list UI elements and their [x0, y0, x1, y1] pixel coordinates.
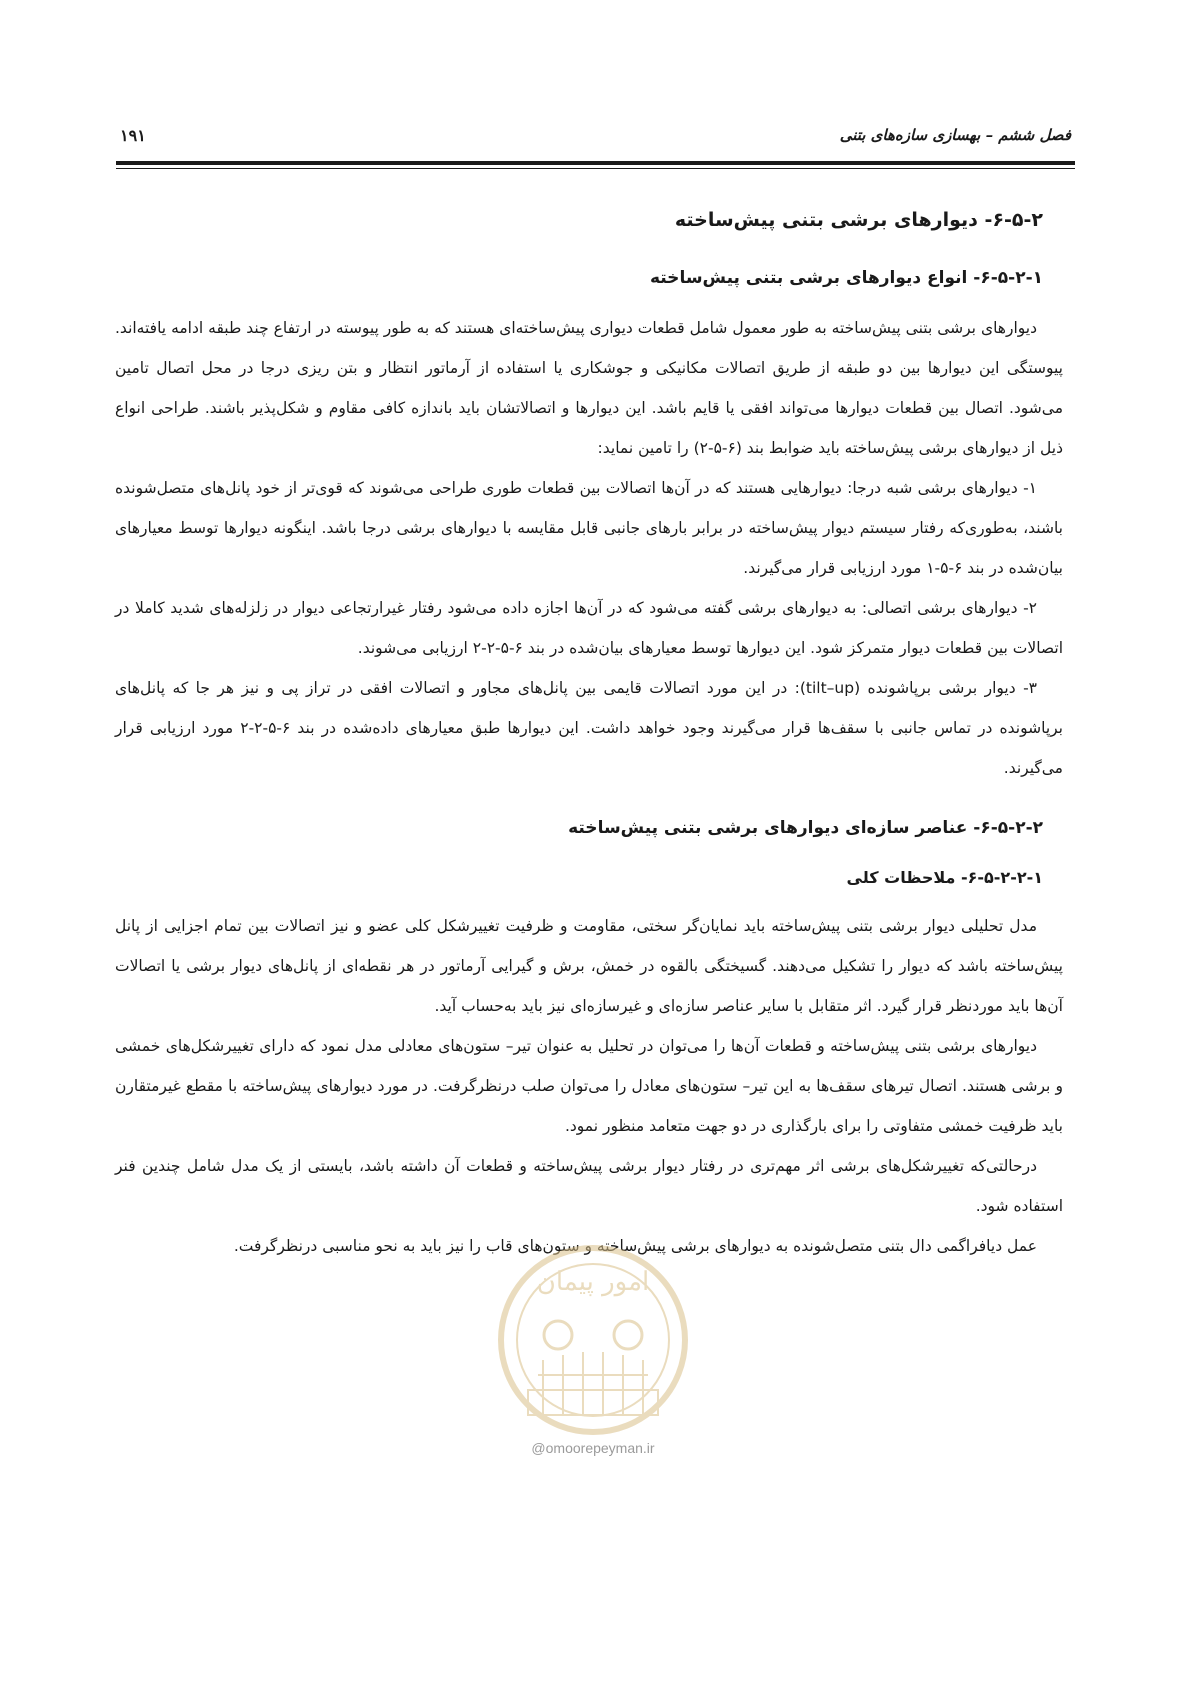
list-item-1: ۱- دیوارهای برشی شبه درجا: دیوارهایی هستند که در آن‌ها اتصالات بین قطعات طوری طراحی می‌شوند که قوی‌تر از خود پانل‌های متصل‌شونده باشند، به‌طوری‌که رفتار سیستم دیوار پیش‌ساخته در برابر بارهای جانبی قابل مقایسه با دیوارهای برشی درجا باشد. اینگونه دیوارها توسط معیارهای بیان‌شده در بند ۶-۵-۱ مورد ارزیابی قرار می‌گیرند. [115, 479, 1063, 577]
watermark-url: @omoorepeyman.ir [531, 1440, 655, 1456]
running-title: فصل ششم – بهسازی سازه‌های بتنی [839, 126, 1071, 144]
watermark-seal-text: امور پیمان [536, 1267, 650, 1297]
spacer [115, 788, 1063, 808]
paragraph-intro: دیوارهای برشی بتنی پیش‌ساخته به طور معمول شامل قطعات دیواری پیش‌ساخته‌ای هستند که به طور پیوسته در ارتفاع چند طبقه ادامه یافته‌اند. پیوستگی این دیوارها بین دو طبقه از طریق اتصالات مکانیکی و جوشکاری یا استفاده از آرماتور انتظار و بتن ریزی درجا در محل اتصال تامین می‌شود. اتصال بین قطعات دیوارها می‌تواند افقی یا قایم باشد. این دیوارها و اتصالاتشان باید باندازه کافی مقاوم و شکل‌پذیر باشند. طراحی انواع ذیل از دیوارهای برشی پیش‌ساخته باید ضوابط بند (۶-۵-۲) را تامین نماید: [115, 319, 1063, 457]
paragraph-general-2: دیوارهای برشی بتنی پیش‌ساخته و قطعات آن‌ها را می‌توان در تحلیل به عنوان تیر– ستون‌های معادلی مدل نمود که دارای تغییرشکل‌های خمشی و برشی هستند. اتصال تیرهای سقف‌ها به این تیر– ستون‌های معادل را می‌توان صلب درنظرگرفت. در مورد دیوارهای پیش‌ساخته با مقطع غیرمتقارن باید ظرفیت خمشی متفاوتی را برای بارگذاری در دو جهت متعامد منظور نمود. [115, 1037, 1063, 1135]
page-number: ۱۹۱ [120, 126, 146, 145]
header-rule-thick [116, 161, 1075, 165]
subsection-heading-types: ۶-۵-۲-۱- انواع دیوارهای برشی بتنی پیش‌ساخته [649, 268, 1043, 288]
body-text [115, 200, 1063, 1266]
paragraph-general-4: عمل دیافراگمی دال بتنی متصل‌شونده به دیوارهای برشی پیش‌ساخته و ستون‌های قاب را نیز باید به نحو مناسبی درنظرگرفت. [233, 1237, 1037, 1255]
paragraph-general-3: درحالتی‌که تغییرشکل‌های برشی اثر مهم‌تری در رفتار دیوار برشی پیش‌ساخته و قطعات آن داشته باشد، بایستی از یک مدل شامل چندین فنر استفاده شود. [115, 1157, 1063, 1215]
watermark-seal-icon [468, 1240, 718, 1440]
page-header [120, 126, 1071, 156]
subsection-heading-elements: ۶-۵-۲-۲- عناصر سازه‌ای دیوارهای برشی بتنی پیش‌ساخته [568, 818, 1043, 838]
header-rule-thin [116, 168, 1075, 169]
list-item-2: ۲- دیوارهای برشی اتصالی: به دیوارهای برشی گفته می‌شود که در آن‌ها اجازه داده می‌شود رفتار غیرارتجاعی دیوار در زلزله‌های شدید کاملا در اتصالات بین قطعات دیوار متمرکز شود. این دیوارها توسط معیارهای بیان‌شده در بند ۶-۵-۲-۲ ارزیابی می‌شوند. [115, 599, 1063, 657]
list-item-3: ۳- دیوار برشی برپاشونده (tilt–up): در این مورد اتصالات قایمی بین پانل‌های مجاور و اتصالات افقی در تراز پی و نیز هر جا که پانل‌های برپاشونده در تماس جانبی با سقف‌ها قرار می‌گیرند وجود خواهد داشت. این دیوارها طبق معیارهای داده‌شده در بند ۶-۵-۲-۲ مورد ارزیابی قرار می‌گیرند. [115, 679, 1064, 777]
subsubsection-heading-general: ۶-۵-۲-۲-۱- ملاحظات کلی [846, 868, 1043, 887]
section-heading: ۶-۵-۲- دیوارهای برشی بتنی پیش‌ساخته [674, 209, 1043, 231]
paragraph-general-1: مدل تحلیلی دیوار برشی بتنی پیش‌ساخته باید نمایان‌گر سختی، مقاومت و ظرفیت تغییرشکل کلی عضو و نیز اتصالات بین تمام اجزایی از پانل پیش‌ساخته باشد که دیوار را تشکیل می‌دهند. گسیختگی بالقوه در خمش، برش و گیرایی آرماتور در هر نقطه‌ای از پانل‌های دیوار برشی یا اتصالات آن‌ها باید موردنظر قرار گیرد. اثر متقابل با سایر عناصر سازه‌ای و غیرسازه‌ای نیز باید به‌حساب آید. [115, 917, 1063, 1015]
